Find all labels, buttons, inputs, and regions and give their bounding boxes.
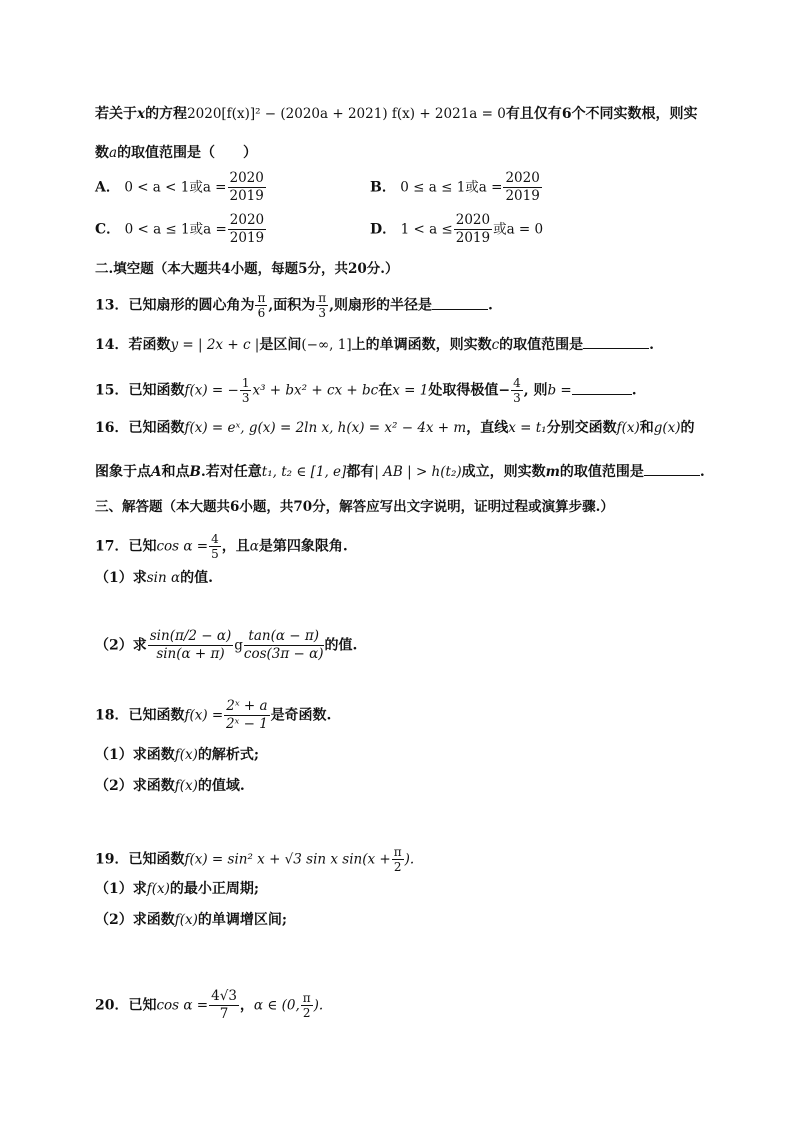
q19-expr: f(x) = sin² x + √3 sin x sin(x + xyxy=(184,851,391,868)
q16-expr: g(x) xyxy=(653,420,681,436)
q16-text: 都有 xyxy=(346,464,375,480)
q19-part-2 xyxy=(95,910,287,930)
q17-part-2 xyxy=(95,628,357,663)
q19-text: 的单调增区间; xyxy=(197,912,288,928)
denominator: 2ˣ − 1 xyxy=(225,716,268,732)
q12-option-c[interactable] xyxy=(95,212,267,247)
question-20 xyxy=(95,988,323,1023)
q16-text: 和点 xyxy=(161,464,190,480)
question-19 xyxy=(95,845,414,874)
q17-part-1 xyxy=(95,568,213,588)
q12-text: 数 xyxy=(95,145,109,161)
option-label: C． xyxy=(95,221,121,238)
denominator: 5 xyxy=(211,547,219,561)
q18-text: 的解析式; xyxy=(197,747,260,763)
question-number: 13． xyxy=(95,297,129,314)
part-label: （1） xyxy=(95,747,133,763)
q16-expr: t₁, t₂ ∈ [1, e] xyxy=(261,464,347,480)
q16-text: ，直线 xyxy=(466,420,509,436)
numerator: tan(α − π) xyxy=(244,628,324,646)
numerator: 4√3 xyxy=(211,988,237,1004)
q13-fraction-1 xyxy=(255,291,267,320)
q15-text: 在 xyxy=(378,382,393,399)
q19-expr: f(x) xyxy=(174,912,198,928)
q15-expr: f(x) = − xyxy=(184,382,239,399)
numerator: 2ˣ + a xyxy=(226,698,268,714)
question-17 xyxy=(95,532,348,561)
q15-text: 已知函数 xyxy=(128,382,185,399)
denominator: sin(α + π) xyxy=(156,646,225,662)
q16-expr: f(x) = eˣ, g(x) = 2ln x, h(x) = x² − 4x + m xyxy=(184,420,467,436)
question-15 xyxy=(95,376,637,405)
q19-text: 求函数 xyxy=(132,912,175,928)
q18-text: 求函数 xyxy=(132,778,175,794)
numerator: π xyxy=(318,291,327,305)
q20-fraction-1 xyxy=(209,988,239,1023)
question-13 xyxy=(95,291,493,320)
q15-fraction-2 xyxy=(511,376,523,405)
part-label: （2） xyxy=(95,778,133,794)
q16-text: 的取值范围是 xyxy=(559,464,644,480)
option-fraction xyxy=(454,212,492,247)
denominator: 3 xyxy=(318,306,327,320)
q18-expr: f(x) xyxy=(174,778,198,794)
q12-text: 的取值范围是（ ） xyxy=(117,145,258,161)
part-label: （1） xyxy=(95,570,133,586)
numerator: 2020 xyxy=(505,170,540,186)
q12-option-d[interactable] xyxy=(370,212,543,247)
numerator: 4 xyxy=(211,532,219,546)
q12-text: 若关于 xyxy=(95,106,137,122)
q17-dot: g xyxy=(234,637,243,654)
option-expr: 1 < a ≤ xyxy=(400,221,453,238)
denominator: 2019 xyxy=(229,188,264,204)
question-number: 14． xyxy=(95,337,129,353)
q16-end: . xyxy=(699,464,705,480)
q18-expr: f(x) xyxy=(174,747,198,763)
numerator: 1 xyxy=(241,376,250,390)
section-3-title: 三、解答题（本大题共6小题，共70分，解答应写出文字说明，证明过程或演算步骤.） xyxy=(95,499,614,515)
q13-fraction-2 xyxy=(316,291,328,320)
question-number: 16． xyxy=(95,420,129,436)
q19-expr: ). xyxy=(404,851,415,868)
option-fraction xyxy=(228,170,266,205)
q13-text: 已知扇形的圆心角为 xyxy=(128,297,255,314)
q20-fraction-2 xyxy=(301,991,313,1020)
question-number: 18． xyxy=(95,707,129,724)
q12-count: 6 xyxy=(561,106,572,122)
q17-text: 已知 xyxy=(128,538,157,555)
q18-fraction xyxy=(224,698,269,733)
q13-text: ,则扇形的半径是 xyxy=(329,297,433,314)
question-14 xyxy=(95,334,654,355)
q16-var-m: m xyxy=(545,464,560,480)
q15-expr: b = xyxy=(547,382,572,399)
part-label: （1） xyxy=(95,881,133,897)
denominator: 3 xyxy=(513,391,521,405)
q18-text: 已知函数 xyxy=(128,707,185,724)
q17-text: ，且 xyxy=(221,538,250,555)
option-label: B． xyxy=(370,179,396,196)
q17-text: 的值. xyxy=(324,637,358,654)
q18-part-2 xyxy=(95,776,245,796)
q20-expr: α ∈ (0, xyxy=(253,997,300,1014)
q18-part-1 xyxy=(95,745,259,765)
denominator: 2019 xyxy=(505,188,540,204)
q14-text: 是区间 xyxy=(259,337,302,353)
q20-expr: cos α = xyxy=(156,997,209,1014)
q16-point-a: A xyxy=(151,464,162,480)
q12-text: 的方程 xyxy=(145,106,188,122)
numerator: π xyxy=(302,991,311,1005)
q16-text: .若对任意 xyxy=(200,464,262,480)
option-expr: 0 ≤ a ≤ 1或a = xyxy=(400,179,503,196)
denominator: 7 xyxy=(219,1006,229,1022)
q19-text: 已知函数 xyxy=(128,851,185,868)
q16-expr: | AB | > h(t₂) xyxy=(374,464,462,480)
q12-text: 个不同实数根，则实 xyxy=(571,106,698,122)
q19-fraction xyxy=(392,845,404,874)
q14-text: 若函数 xyxy=(128,337,171,353)
numerator: 4 xyxy=(513,376,521,390)
numerator: π xyxy=(257,291,266,305)
part-label: （2） xyxy=(95,637,133,654)
q20-end: ). xyxy=(313,997,324,1014)
option-fraction xyxy=(228,212,266,247)
answer-blank[interactable] xyxy=(432,295,488,310)
q16-text: 图象于点 xyxy=(95,464,151,480)
q17-text: 的值. xyxy=(180,570,213,586)
q12-var-a: a xyxy=(109,145,118,161)
q18-text: 是奇函数. xyxy=(270,707,332,724)
question-16-line-1 xyxy=(95,418,695,438)
q16-expr: f(x) xyxy=(616,420,640,436)
q19-part-1 xyxy=(95,879,259,899)
answer-blank[interactable] xyxy=(572,380,632,395)
q15-text: , 则 xyxy=(523,382,548,399)
q20-text: ， xyxy=(239,997,254,1014)
q14-end: . xyxy=(649,337,655,353)
q19-text: 求 xyxy=(132,881,147,897)
q18-expr: f(x) = xyxy=(184,707,224,724)
numerator: 2020 xyxy=(229,170,264,186)
q12-equation: 2020[f(x)]² − (2020a + 2021) f(x) + 2021a = 0 xyxy=(187,106,506,122)
q16-text: 的 xyxy=(680,420,695,436)
q14-var-c: c xyxy=(491,337,500,353)
q12-line-2 xyxy=(95,143,257,163)
q17-fraction-1 xyxy=(148,628,234,663)
q19-expr: f(x) xyxy=(146,881,170,897)
option-label: A． xyxy=(95,179,120,196)
q16-text: 已知函数 xyxy=(128,420,185,436)
q17-expr: cos α = xyxy=(156,538,209,555)
question-number: 20． xyxy=(95,997,129,1014)
question-18 xyxy=(95,698,331,733)
part-label: （2） xyxy=(95,912,133,928)
q15-expr: x = 1 xyxy=(392,382,429,399)
q16-point-b: B xyxy=(189,464,201,480)
question-number: 15． xyxy=(95,382,129,399)
q17-text: 求 xyxy=(132,637,147,654)
q12-option-a[interactable] xyxy=(95,170,267,205)
denominator: cos(3π − α) xyxy=(243,646,324,662)
option-tail: 或a = 0 xyxy=(493,221,544,238)
q12-text: 有且仅有 xyxy=(505,106,562,122)
question-number: 17． xyxy=(95,538,129,555)
q13-end: . xyxy=(488,297,493,314)
q17-fraction-2 xyxy=(244,628,324,663)
q14-text: 的取值范围是 xyxy=(499,337,584,353)
q15-expr: x³ + bx² + cx + bc xyxy=(252,382,379,399)
q16-text: 成立，则实数 xyxy=(461,464,546,480)
denominator: 6 xyxy=(257,306,266,320)
q16-text: 和 xyxy=(639,420,654,436)
question-number: 19． xyxy=(95,851,129,868)
answer-blank[interactable] xyxy=(583,334,649,349)
denominator: 3 xyxy=(241,391,250,405)
q17-text: 是第四象限角. xyxy=(258,538,348,555)
q15-end: . xyxy=(631,382,637,399)
q17-text: 求 xyxy=(132,570,147,586)
option-expr: 0 < a ≤ 1或a = xyxy=(124,221,227,238)
q19-text: 的最小正周期; xyxy=(169,881,260,897)
q13-text: ,面积为 xyxy=(268,297,316,314)
q14-text: 上的单调函数，则实数 xyxy=(351,337,492,353)
q14-interval: (−∞, 1] xyxy=(301,337,352,353)
option-fraction xyxy=(503,170,541,205)
q17-expr: sin α xyxy=(146,570,181,586)
section-2-title: 二.填空题（本大题共4小题，每题5分，共20分.） xyxy=(95,261,399,277)
q15-fraction-1 xyxy=(240,376,252,405)
option-label: D． xyxy=(370,221,397,238)
q15-text: 处取得极值− xyxy=(428,382,511,399)
question-16-line-2 xyxy=(95,461,705,482)
q12-line-1 xyxy=(95,104,698,124)
q12-var-x: x xyxy=(137,106,146,122)
q12-option-b[interactable] xyxy=(370,170,543,205)
q20-text: 已知 xyxy=(128,997,157,1014)
q14-expr: y = | 2x + c | xyxy=(170,337,260,353)
denominator: 2 xyxy=(393,860,402,874)
answer-blank[interactable] xyxy=(644,461,700,476)
numerator: π xyxy=(393,845,402,859)
numerator: 2020 xyxy=(455,212,491,228)
numerator: 2020 xyxy=(229,212,265,228)
q16-expr: x = t₁ xyxy=(508,420,547,436)
option-expr: 0 < a < 1或a = xyxy=(124,179,227,196)
denominator: 2019 xyxy=(455,230,491,246)
denominator: 2 xyxy=(302,1006,311,1020)
denominator: 2019 xyxy=(229,230,265,246)
q18-text: 的值域. xyxy=(197,778,245,794)
q17-var-alpha: α xyxy=(249,538,259,555)
q18-text: 求函数 xyxy=(132,747,175,763)
q17-fraction xyxy=(209,532,221,561)
q16-text: 分别交函数 xyxy=(546,420,617,436)
numerator: sin(π/2 − α) xyxy=(149,628,232,644)
